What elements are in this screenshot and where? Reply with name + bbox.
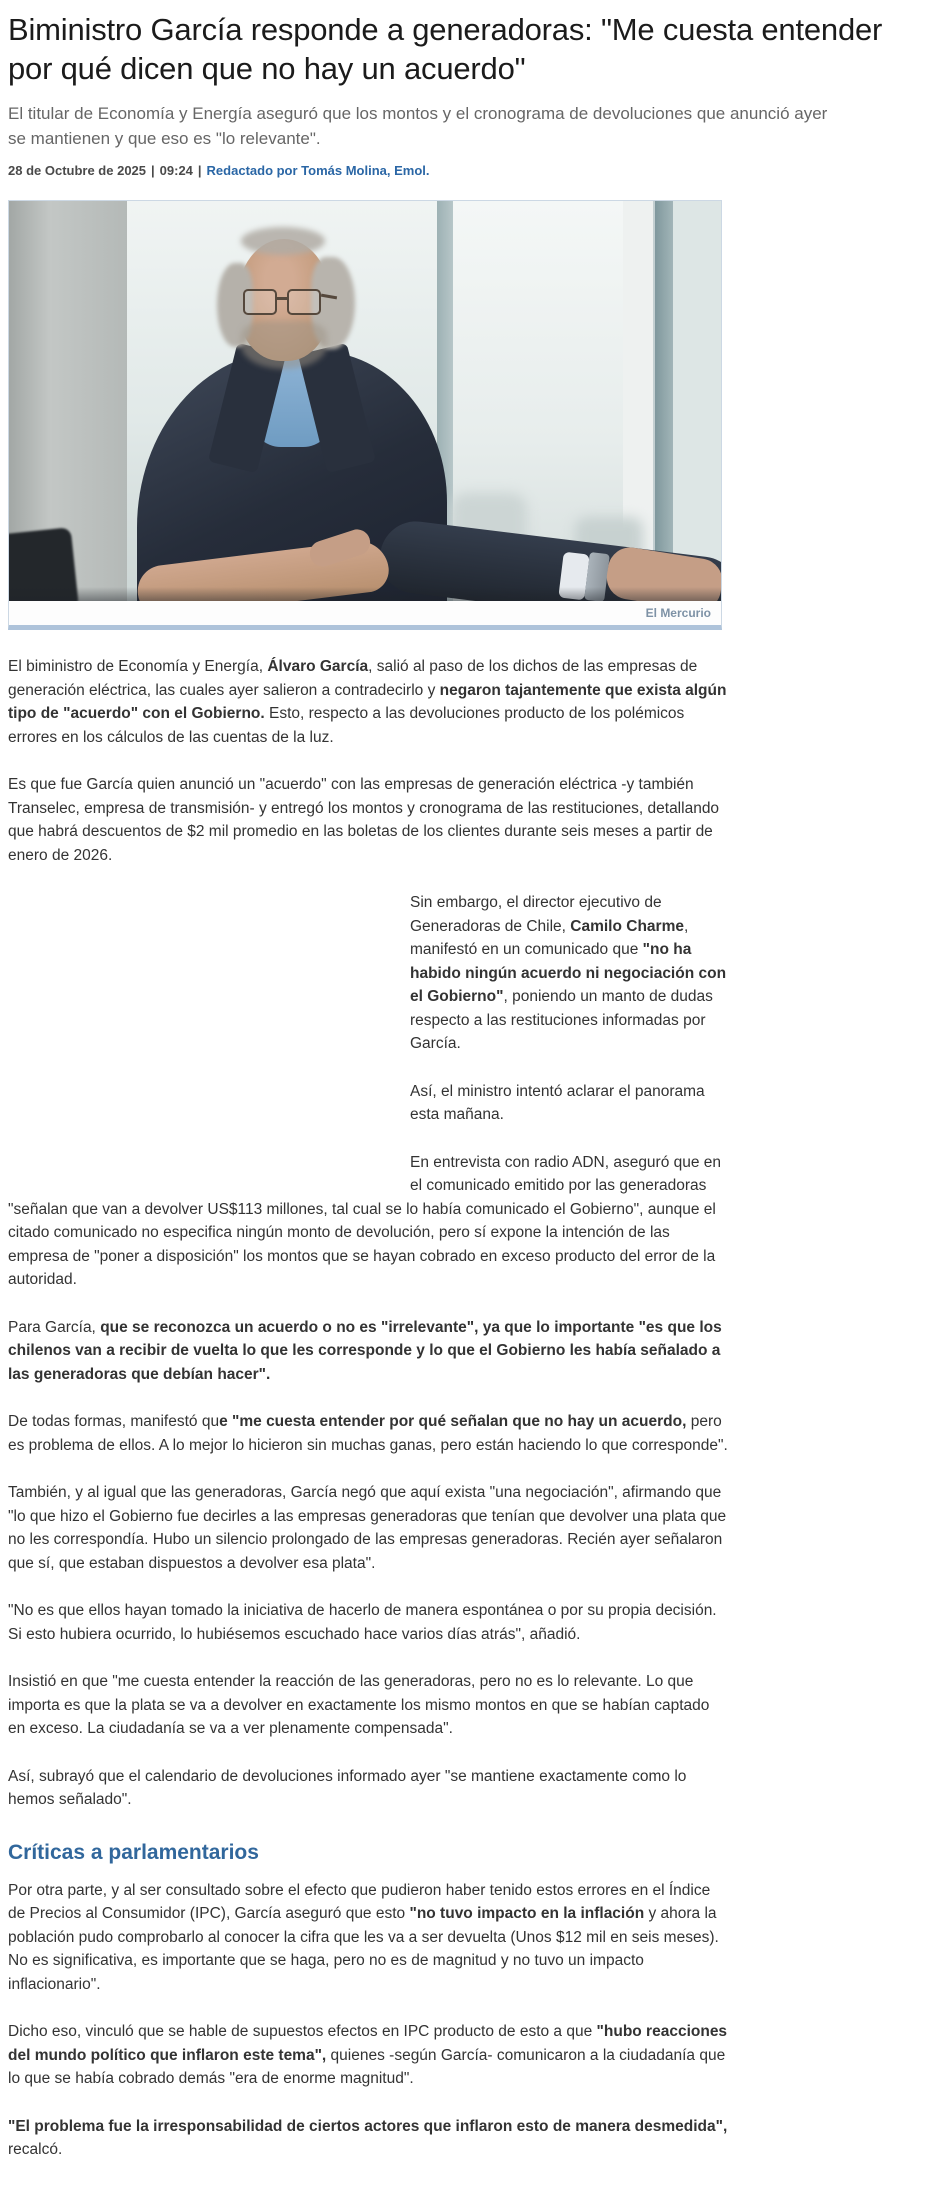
photo-glasses-lens <box>243 289 277 315</box>
article-paragraph: Dicho eso, vinculó que se hable de supuestos efectos en IPC producto de esto a que "hubo reacciones del mundo político que inflaron este tema", quienes -según García- comunicaron a la ciudadanía que lo que se había cobrado demás "era de enorme magnitud". <box>8 2023 728 2087</box>
photo-window-pane <box>673 201 721 601</box>
photo-bottom-shadow <box>9 587 721 601</box>
article-paragraph: Insistió en que "me cuesta entender la reacción de las generadoras, pero no es lo relevante. Lo que importa es que la plata se va a devolver en exactamente los mismo montos en que se habían captado en exceso. La ciudadanía se va a ver plenamente compensada". <box>8 1673 710 1737</box>
photo-man-hair <box>241 227 325 255</box>
article-date: 28 de Octubre de 2025 <box>8 163 147 178</box>
article-paragraph: En entrevista con radio ADN, aseguró que en el comunicado emitido por las generadoras "señalan que van a devolver US$113 millones, tal cual se lo había comunicado el Gobierno", aunque el citado comunicado no especifica ningún monto de devolución, pero sí expone la intención de las empresa de "poner a disposición" los montos que se hayan cobrado en exceso producto del error de la autoridad. <box>8 1153 722 1288</box>
article-paragraph: El biministro de Economía y Energía, Álvaro García, salió al paso de los dichos de las empresas de generación eléctrica, las cuales ayer salieron a contradecirlo y negaron tajantemente que exista algún tipo de "acuerdo" con el Gobierno. Esto, respecto a las devoluciones producto de los polémicos errores en los cálculos de las cuentas de la luz. <box>8 658 727 746</box>
article-paragraph: Así, el ministro intentó aclarar el panorama esta mañana. <box>410 1082 705 1123</box>
article-paragraph: Así, subrayó que el calendario de devoluciones informado ayer "se mantiene exactamente como lo hemos señalado". <box>8 1767 687 1808</box>
photo-glasses-bridge <box>275 297 289 300</box>
photo-window-pillar <box>623 201 655 601</box>
article-paragraph: Es que fue García quien anunció un "acuerdo" con las empresas de generación eléctrica -y también Transelec, empresa de transmisión- y entregó los montos y cronograma de las restituciones, detallando que habrá descuentos de $2 mil promedio en las boletas de los clientes durante seis meses a partir de enero de 2026. <box>8 776 720 864</box>
photo-window-mullion <box>655 201 673 601</box>
article-paragraph: "No es que ellos hayan tomado la iniciativa de hacerlo de manera espontánea o por su propia decisión. Si esto hubiera ocurrido, lo hubiésemos escuchado hace varios días atrás", añadió. <box>8 1602 717 1643</box>
byline-link[interactable]: Redactado por Tomás Molina, Emol. <box>206 163 430 178</box>
article-photo <box>9 201 721 601</box>
separator: | <box>151 163 155 178</box>
separator: | <box>197 163 202 178</box>
article-title: Biministro García responde a generadoras: "Me cuesta entender por qué dicen que no hay un acuerdo" <box>8 12 883 86</box>
article-paragraph: Por otra parte, y al ser consultado sobre el efecto que pudieron haber tenido estos errores en el Índice de Precios al Consumidor (IPC), García aseguró que esto "no tuvo impacto en la inflación y ahora la población pudo comprobarlo al conocer la cifra que les va a ser devuelta (Unos $12 mil en seis meses). No es significativa, es importante que se haga, pero no es de magnitud y no tuvo un impacto inflacionario". <box>8 1881 719 1993</box>
article-paragraph: Sin embargo, el director ejecutivo de Generadoras de Chile, Camilo Charme, manifestó en un comunicado que "no ha habido ningún acuerdo ni negociación con el Gobierno", poniendo un manto de dudas respecto a las restituciones informadas por García. <box>410 894 727 1052</box>
article-paragraph: También, y al igual que las generadoras, García negó que aquí exista "una negociación", afirmando que "lo que hizo el Gobierno fue decirles a las empresas generadoras que tenían que devolver una plata que no les correspondía. Hubo un silencio prolongado de las empresas generadoras. Recién ayer señalaron que sí, que estaban dispuestos a devolver esa plata". <box>8 1484 727 1572</box>
article-paragraph: Para García, que se reconozca un acuerdo o no es "irrelevante", ya que lo importante "es que los chilenos van a recibir de vuelta lo que les corresponde y lo que el Gobierno les había señalado a las generadoras que debían hacer". <box>8 1318 722 1383</box>
article-paragraph: De todas formas, manifestó que "me cuesta entender por qué señalan que no hay un acuerdo, pero es problema de ellos. A lo mejor lo hicieron sin muchas ganas, pero están haciendo lo que corresponde". <box>8 1413 728 1454</box>
article-paragraph: "El problema fue la irresponsabilidad de ciertos actores que inflaron esto de manera desmedida", recalcó. <box>8 2117 728 2158</box>
article-photo-figure <box>8 200 722 630</box>
article-body <box>8 655 730 2162</box>
photo-man-beard <box>241 321 327 369</box>
article-dateline <box>8 163 933 178</box>
article-subtitle: El titular de Economía y Energía aseguró que los montos y el cronograma de devoluciones que anunció ayer se mantienen y que eso es "lo relevante". <box>8 104 828 148</box>
section-heading: Críticas a parlamentarios <box>8 1840 259 1864</box>
photo-glasses-lens <box>287 289 321 315</box>
empty-embed-placeholder <box>8 891 410 1175</box>
article-time: 09:24 <box>159 163 193 178</box>
photo-credit: El Mercurio <box>9 601 721 625</box>
